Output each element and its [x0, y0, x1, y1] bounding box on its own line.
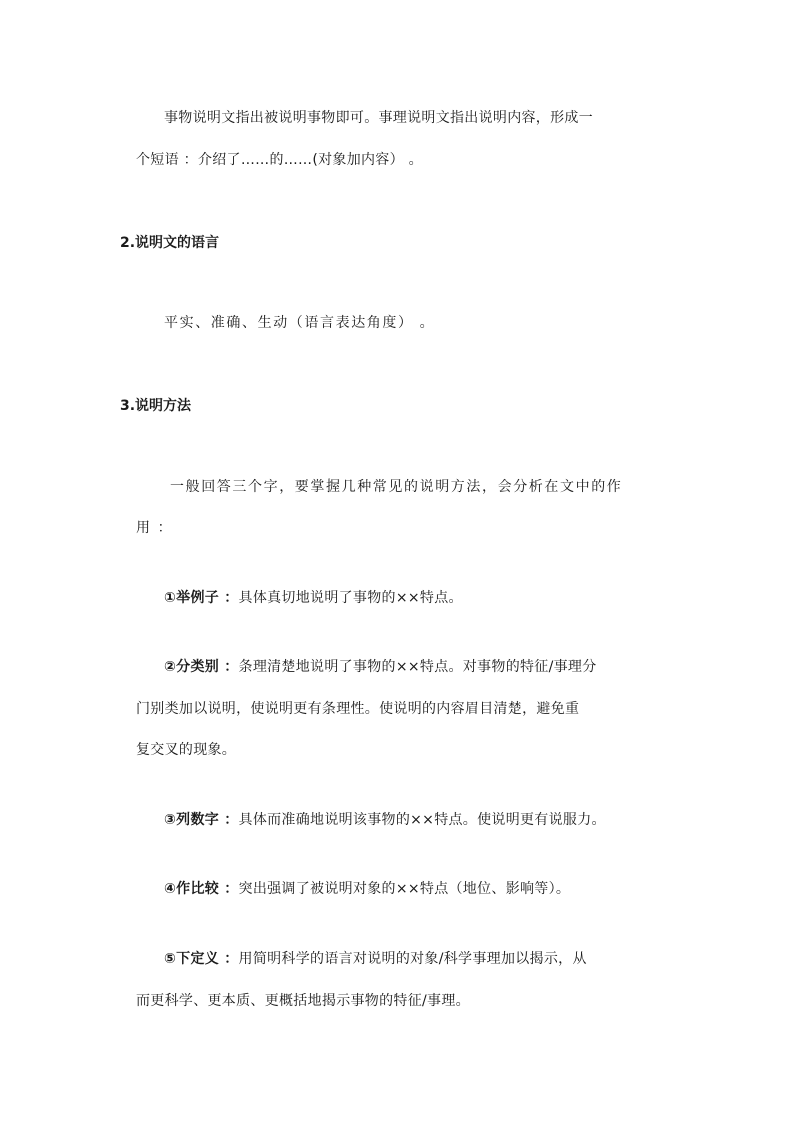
method-item-comparison — [164, 879, 570, 899]
method-desc-classification-2: 门别类加以说明，使说明更有条理性。使说明的内容眉目清楚，避免重 — [136, 701, 580, 717]
method-item-numbers — [164, 810, 606, 830]
method-term-example: ①举例子 ： — [164, 590, 239, 606]
method-desc-definition-1: 用简明科学的语言对说明的对象/科学事理加以揭示，从 — [238, 951, 587, 967]
method-term-comparison: ④作比较 ： — [164, 881, 239, 897]
intro-line-1: 事物说明文指出被说明事物即可。事理说明文指出说明内容，形成一 — [164, 110, 593, 126]
method-item-definition — [164, 949, 587, 969]
method-desc-example: 具体真切地说明了事物的××特点。 — [238, 590, 463, 606]
section-3-intro-line-1: 一般回答三个字，要掌握几种常见的说明方法，会分析在文中的作 — [170, 479, 623, 495]
method-desc-definition-2: 而更科学、更本质、更概括地揭示事物的特征/事理。 — [136, 993, 470, 1009]
method-desc-comparison: 突出强调了被说明对象的××特点（地位、影响等）。 — [238, 881, 571, 897]
method-term-numbers: ③列数字 ： — [164, 812, 239, 828]
method-term-classification: ②分类别 ： — [164, 659, 239, 675]
intro-line-2: 个短语 ：介绍了……的……(对象加内容） 。 — [136, 152, 423, 168]
method-desc-classification-1: 条理清楚地说明了事物的××特点。对事物的特征/事理分 — [238, 659, 597, 675]
method-desc-numbers: 具体而准确地说明该事物的××特点。使说明更有说服力。 — [238, 812, 606, 828]
section-3-intro-line-2: 用 ： — [136, 520, 174, 536]
section-3-heading: 3.说明方法 — [120, 398, 192, 414]
method-term-definition: ⑤下定义 ： — [164, 951, 239, 967]
method-item-classification — [164, 657, 597, 677]
section-2-body: 平实、准确、生动（语言表达角度） 。 — [164, 315, 436, 331]
section-2-heading: 2.说明文的语言 — [120, 235, 220, 251]
method-desc-classification-3: 复交叉的现象。 — [136, 742, 237, 758]
method-item-example — [164, 588, 463, 608]
